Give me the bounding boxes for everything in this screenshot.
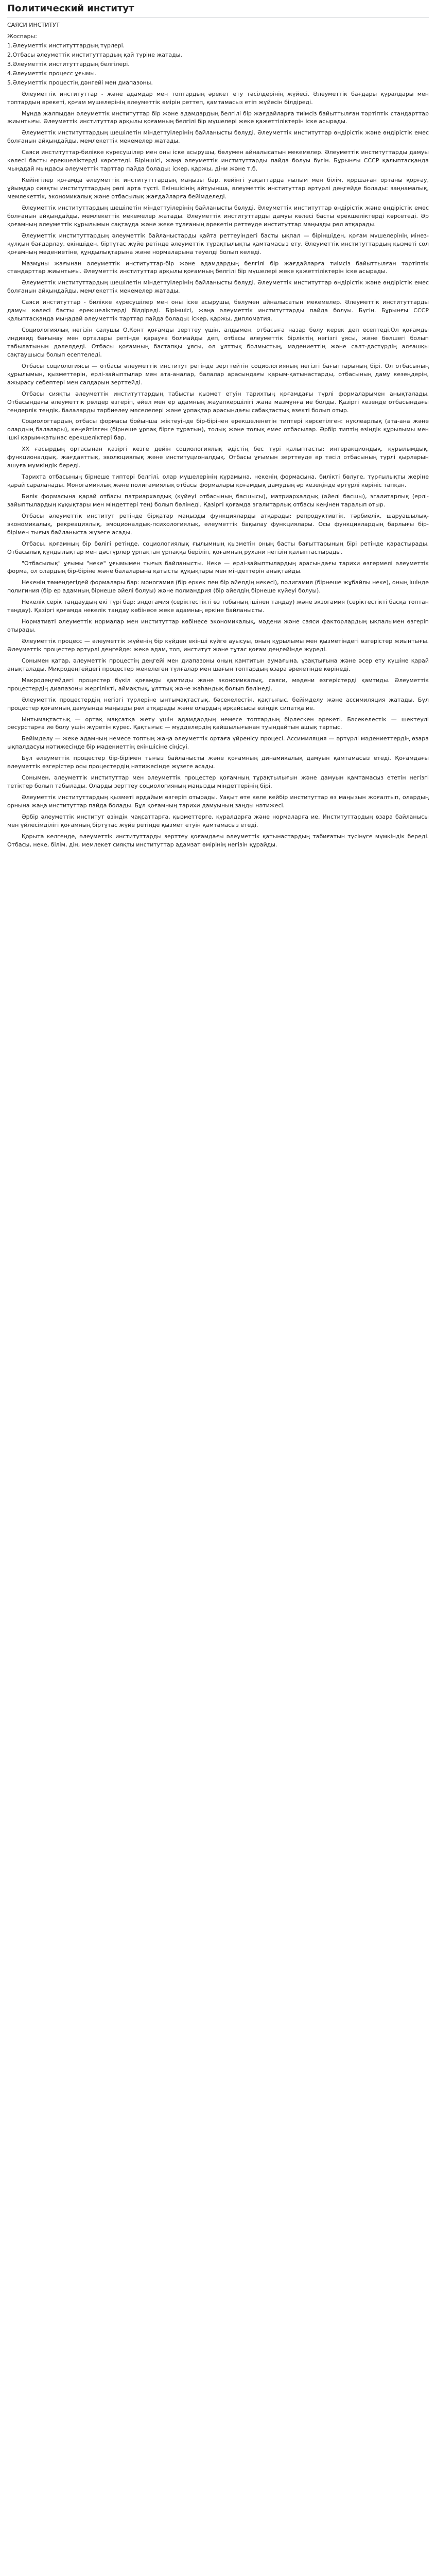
body-paragraph: Әлеуметтік процестердің негізгі түрлеріне ынтымақтастық, бәсекелестік, қақтығыс, бейімделу және ассимиляция жатады. Бұл процестер қоғамның дамуында маңызды рөл атқарады және олардың әрқайсысы өзіндік сипатқа ие. xyxy=(7,696,429,711)
body-paragraph: Отбасы сияқты әлеуметтік институттардың табысты қызмет етуін тарихтың қоғамдағы түрлі формаларымен анықталады. Отбасындағы әлеуметтік рөлдер өзгеріп, әйел мен ер адамның жауапкершілігі жаңа мазмұнға ие болды. Қазіргі кезеңде отбасындағы гендерлік теңдік, балаларды тәрбиелеу мәселелері және ұрпақтар арасындағы сабақтастық өзекті болып отыр. xyxy=(7,390,429,414)
page-title: Политический институт xyxy=(7,2,429,18)
body-paragraph: Әлеуметтік институттардың шешілетін міндеттуілерінің байланысты бөлуді. Әлеуметтік институттар өндірістік және өндірістік емес болғанын айқындайды, мемлекеттік мекемелер жатады. Әлеуметтік институттарды дамуы көлесі басты ерекшеліктерді көрсетеді. Әр қоғамның әлеуметтік құрылымын сақтауда және жеке тұлғаның әрекетін реттеуде институттар маңызды рөл атқарады. xyxy=(7,204,429,228)
body-paragraph: Социологтардың отбасы формасы бойынша жіктеуінде бір-бірінен ерекшеленетін типтері көрсетілген: нуклеарлық (ата-ана және олардың балалары), кеңейтілген (бірнеше ұрпақ бірге тұратын), толық және толық емес отбасылар. Әрбір типтің өзіндік құрылымы мен ішкі қарым-қатынас ерекшеліктері бар. xyxy=(7,418,429,442)
body-paragraph: Отбасы, қоғамның бір бөлігі ретінде, социологиялық ғылымның қызметін оның басты бағыттарының бірі ретінде қарастырады. Отбасылық құндылықтар мен дәстүрлер ұрпақтан ұрпаққа беріліп, қоғамның рухани негізін қалыптастырады. xyxy=(7,540,429,555)
body-paragraph: "Отбасылық" ұғымы "неке" ұғымымен тығыз байланысты. Неке — ерлі-зайыптылардың арасындағы тарихи өзгермелі әлеуметтік форма, ол олардың бір-біріне және балаларына қатысты құқықтары мен міндеттерін анықтайды. xyxy=(7,560,429,575)
body-paragraph: Мұнда жалпыдан әлеуметтік институттар бір және адамдардың белгілі бір жағдайларға тиімсіз байыттылған тәртіптік стандарттар жиынтығы. Әлеуметтік институттар арқылы қоғамның белгілі бір мүшелері жеке қажеттіліктерін іске асырады. xyxy=(7,110,429,125)
body-paragraph: Мазмұны жағынан әлеуметтік институттар-бір және адамдардың белгілі бір жағдайларға тиімсіз байыттылған тәртіптік стандарттар жиынтығы. Әлеуметтік институттар арқылы қоғамның белгілі бір мүшелері жеке қажеттіліктерін іске асырады. xyxy=(7,260,429,275)
body-paragraph: Әлеуметтік институттардың қызметі әрдайым өзгеріп отырады. Уақыт өте келе кейбір институттар өз маңызын жоғалтып, олардың орнына жаңа институттар пайда болады. Бұл қоғамның тарихи дамуының заңды нәтижесі. xyxy=(7,794,429,809)
body-paragraph: Макродеңгейдегі процестер бүкіл қоғамды қамтиды және экономикалық, саяси, мәдени өзгерістерді қамтиды. Әлеуметтік процестердің диапазоны жергілікті, аймақтық, ұлттық және жаһандық болып бөлінеді. xyxy=(7,676,429,692)
plan-list xyxy=(7,42,429,87)
plan-heading: Жоспары: xyxy=(7,33,37,40)
plan-item: 5.Әлеуметтік процестің дәнгейі мен диапазоны. xyxy=(7,79,153,86)
body-paragraph: Әлеуметтік институттардың шешілетін міндеттуілерінің байланысты бөлуді. Әлеуметтік институттар өндірістік және өндірістік емес болғанын айқындайды, мемлекеттік мекемелер жатады. xyxy=(7,279,429,295)
plan-item: 3.Әлеуметтік институттардың белгілері. xyxy=(7,60,130,67)
body-paragraph: Билік формасына қарай отбасы патриархалдық (күйеуі отбасының басшысы), матриархалдық (әйелі басшы), эгалитарлық (ерлі-зайыптылардың құқықтары мен міндеттері тең) болып бөлінеді. Қазіргі қоғамда эгалитарлық отбасы кеңінен таралып отыр. xyxy=(7,493,429,508)
document-subtitle: САЯСИ ИНСТИТУТ xyxy=(7,22,60,29)
body-paragraph: Сонымен, әлеуметтік институттар мен әлеуметтік процестер қоғамның тұрақтылығын және дамуын қамтамасыз ететін негізгі тетіктер болып табылады. Оларды зерттеу социологияның маңызды міндеттерінің бірі. xyxy=(7,774,429,790)
body-paragraph: Саяси институттар-билікке күресушілер мен оны іске асырушы, бөлумен айналысатын мекемелер. Әлеуметтік институттарды дамуы көлесі басты ерекшеліктерді көрсетеді. Біріншісі, жаңа әлеуметтік институттарды пайда болуы бүгін. Бұрынғы СССР қалыптасқанда мыңадай мыңдасы әлеуметтік тарттар пайда болады: іскер, қаржы, діни және т.б. xyxy=(7,149,429,173)
body-paragraph: Сонымен қатар, әлеуметтік процестің деңгейі мен диапазоны оның қамтитын аумағына, ұзақтығына және әсер ету күшіне қарай анықталады. Микродеңгейдегі процестер жекелеген тұлғалар мен шағын топтардың өзара әрекетінде көрінеді. xyxy=(7,657,429,672)
body-paragraph: Әлеуметтік институттардың шешілетін міндеттуілерінің байланысты бөлуді. Әлеуметтік институттар өндірістік және өндірістік емес болғанын айқындайды, мемлекеттік мекемелер жатады. xyxy=(7,129,429,145)
body-paragraph: Кейінгілер қоғамда әлеуметтік институтттардың маңызы бар, кейінгі уақыттарда ғылым мен білім, қоршаған ортаны қорғау, ұйымдар сияқты институттардың рөлі арта түсті. Екіншісінің айтуынша, әлеуметтік институттар әртүрлі деңгейде болады: заңнамалық, мемлекеттік, экономикалық және отбасылық жағдайларға бейімделеді. xyxy=(7,177,429,200)
plan-item: 4.Әлеуметтік процесс ұғымы. xyxy=(7,70,97,77)
body-paragraph: Әлеуметтік институттардың әлеуметтік байланыстарды қайта реттеуіндегі басты ықпал — біріншіден, қоғам мүшелерінің мінез-құлқын бағдарлау, екіншіден, біртұтас жүйе ретінде әлеуметтік тұрақтылықты қамтамасыз ету. Әлеуметтік институттардың қызметі сол қоғамның мәдениетіне, құндылықтарына және нормаларына тәуелді болып келеді. xyxy=(7,232,429,256)
body-paragraph: Тарихта отбасының бірнеше типтері белгілі, олар мүшелерінің құрамына, некенің формасына, билікті бөлуге, тұрғылықты жеріне қарай сараланады. Моногамиялық және полигамиялық отбасы формалары қоғамдық дамудың әр кезеңінде әртүрлі көрініс тапқан. xyxy=(7,473,429,489)
body-paragraph: Әрбір әлеуметтік институт өзіндік мақсаттарға, қызметтерге, құралдарға және нормаларға ие. Институттардың өзара байланысы мен үйлесімділігі қоғамның біртұтас жүйе ретінде қызмет етуін қамтамасыз етеді. xyxy=(7,813,429,828)
body-paragraph: Саяси институттар - билікке күресушілер мен оны іске асырушы, бөлумен айналысатын мекемелер. Әлеуметтік институттарды дамуы көлесі басты ерекшеліктерді білдіреді. Біріншісі, жаңа әлеуметтік институттарды пайда болуы. Бүгін. Бұрынғы СССР қалыптасқанда мыңадай әлеуметтік тарттар пайда болады: іскер, қаржы, дипломатия. xyxy=(7,299,429,323)
body-paragraph: Отбасы социологиясы — отбасы әлеуметтік институт ретінде зерттейтін социологияның негізгі бағыттарының бірі. Ол отбасының құрылымын, қызметтерін, ерлі-зайыптылар мен ата-аналар, балалар арасындағы қарым-қатынастарды, отбасының даму кезеңдерін, ажырасу себептері мен салдарын зерттейді. xyxy=(7,362,429,386)
body-paragraph: Нормативті әлеуметтік нормалар мен институттар көбінесе экономикалық, мәдени және саяси факторлардың ықпалымен өзгеріп отырады. xyxy=(7,618,429,634)
plan-item: 2.Отбасы әлеуметтік институттардың қай түріне жатады. xyxy=(7,51,182,58)
body-paragraph: Некенің төмендегідей формалары бар: моногамия (бір еркек пен бір әйелдің некесі), полигамия (бірнеше жұбайлы неке), оның ішінде полигиния (бір ер адамның бірнеше әйелі болуы) және полиандрия (бір әйелдің бірнеше күйеуі болуы). xyxy=(7,579,429,595)
body-paragraph: Бейімделу — жеке адамның немесе топтың жаңа әлеуметтік ортаға үйренісу процесі. Ассимиляция — әртүрлі мәдениеттердің өзара ықпалдасуы нәтижесінде бір мәдениеттің екіншісіне сіңісуі. xyxy=(7,735,429,751)
body-paragraph: ХХ ғасырдың ортасынан қазіргі кезге дейін социологиялық әдістің бес түрі қалыптасты: интеракциондық, құрылымдық, функционалдық, жағдаяттық, эволюциялық және институционалдық. Отбасы ұғымын зерттеуде әр тәсіл отбасының түрлі қырларын ашуға мүмкіндік береді. xyxy=(7,446,429,469)
body-paragraph: Бұл әлеуметтік процестер бір-бірімен тығыз байланысты және қоғамның динамикалық дамуын қамтамасыз етеді. Қоғамдағы әлеуметтік өзгерістер осы процестердің нәтижесінде жүзеге асады. xyxy=(7,755,429,770)
document-body xyxy=(7,90,429,849)
plan-item: 1.Әлеуметтік институттардың түрлері. xyxy=(7,42,125,49)
body-paragraph: Әлеуметтік процесс — әлеуметтік жүйенің бір күйден екінші күйге ауысуы, оның құрылымы мен қызметіндегі өзгерістер жиынтығы. Әлеуметтік процестер әртүрлі деңгейде: жеке адам, топ, институт және тұтас қоғам деңгейінде жүреді. xyxy=(7,638,429,653)
body-paragraph: Отбасы әлеуметтік институт ретінде бірқатар маңызды функцияларды атқарады: репродуктивтік, тәрбиелік, шаруашылық-экономикалық, рекреациялық, эмоционалдық-психологиялық, әлеуметтік бақылау функциялары. Осы функциялардың барлығы бір-бірімен тығыз байланыста жүзеге асады. xyxy=(7,512,429,536)
body-paragraph: Әлеуметтік институттар - және адамдар мен топтардың әрекет ету тәсілдерінің жүйесі. Әлеуметтік бағдары құралдары мен топтардың әрекеті, қоғам мүшелерінің әлеуметтік өмірін реттеп, қамтамасыз етіп жүйесін білдіреді. xyxy=(7,90,429,106)
document-page xyxy=(0,0,436,862)
body-paragraph: Қорыта келгенде, әлеуметтік институттарды зерттеу қоғамдағы әлеуметтік қатынастардың табиғатын түсінуге мүмкіндік береді. Отбасы, неке, білім, дін, мемлекет сияқты институттар адамзат өмірінің негізін құрайды. xyxy=(7,833,429,848)
body-paragraph: Ынтымақтастық — ортақ мақсатқа жету үшін адамдардың немесе топтардың бірлескен әрекеті. Бәсекелестік — шектеулі ресурстарға ие болу үшін жүретін күрес. Қақтығыс — мүдделердің қайшылығынан туындайтын ашық тартыс. xyxy=(7,716,429,731)
body-paragraph: Социологиялық негізін салушы О.Конт қоғамды зерттеу үшін, алдымен, отбасыға назар бөлу керек деп есептеді.Ол қоғамды индивид бағынау мен орталары ретінде қарауға болмайды деп, отбасы әлеуметтік бірліктің негізгі ұясы, және бөлшегі болып табылатынын дәлелдеді. Отбасы қоғамның бастапқы ұясы, ол ұлттық болмыстың, мәдениеттің және салт-дәстүрдің алғашқы сақтаушысы болып есептеледі. xyxy=(7,327,429,358)
body-paragraph: Некелік серік таңдаудың екі түрі бар: эндогамия (серіктестікті өз тобының ішінен таңдау) және экзогамия (серіктестікті басқа топтан таңдау). Қазіргі қоғамда некелік таңдау көбінесе жеке адамның еркіне байланысты. xyxy=(7,599,429,614)
